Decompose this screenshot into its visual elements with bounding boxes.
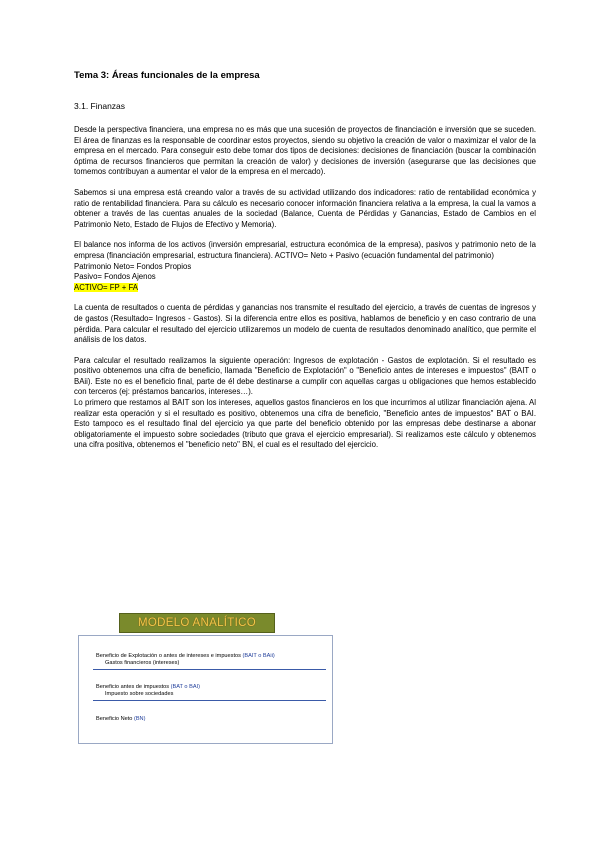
paragraph-balance: El balance nos informa de los activos (inversión empresarial, estructura económica de la empresa), pasivos y patrimonio neto de la empresa (financiación empresarial, estructura financiera). ACTIVO= Neto + Pasivo (ecuación fundamental del patrimonio)	[74, 240, 536, 260]
row-bait-code: (BAIT o BAii)	[242, 653, 275, 659]
modelo-analitico-banner	[119, 613, 275, 633]
modelo-analitico-figure	[78, 635, 333, 744]
row-bai-code: (BAT o BAI)	[170, 684, 200, 690]
balance-line-neto: Patrimonio Neto= Fondos Propios	[74, 261, 192, 271]
paragraph-intro: Desde la perspectiva financiera, una empresa no es más que una sucesión de proyectos de financiación e inversión que se suceden. El área de finanzas es la responsable de coordinar estos proyectos, siendo su objetivo la creación de valor o maximizar el valor de la empresa en el mercado. Para conseguir esto debe tomar dos tipos de decisiones: decisiones de financiación (buscar la combinación óptima de recursos financieros que permitan la creación de valor) y decisiones de inversión (asegurarse que las decisiones que tomemos contribuyan a aumentar el valor de la empresa en el mercado).	[74, 125, 536, 177]
model-divider	[93, 700, 326, 701]
model-divider	[93, 669, 326, 670]
model-row-bait	[79, 653, 332, 667]
row-impuesto: Impuesto sobre sociedades	[105, 691, 174, 697]
document-page	[74, 70, 536, 461]
row-bn-label: Beneficio Neto	[96, 716, 133, 722]
paragraph-calculo-1: Para calcular el resultado realizamos la siguiente operación: Ingresos de explotación - Gastos de explotación. Si el resultado es positivo obtenemos una cifra de beneficio, llamada "Beneficio de Explotación" o "Beneficio antes de intereses e impuestos" (BAIT o BAii). Este no es el beneficio final, parte de él debe destinarse a cumplir con aquellas cargas u obligaciones que hemos establecido con terceros (ej: préstamos bancarios, intereses…).	[74, 355, 536, 397]
banner-text: MODELO ANALÍTICO	[138, 617, 256, 629]
row-bn-code: (BN)	[133, 716, 146, 722]
model-row-bn	[79, 716, 332, 723]
row-bait-label: Beneficio de Explotación o antes de intereses e impuestos	[96, 653, 241, 659]
document-title: Tema 3: Áreas funcionales de la empresa	[74, 70, 260, 81]
model-row-bai	[79, 684, 332, 698]
paragraph-indicators: Sabemos si una empresa está creando valor a través de su actividad utilizando dos indicadores: ratio de rentabilidad económica y ratio de rentabilidad financiera. Para su cálculo es necesario conocer información financiera relativa a la empresa, la cual la vamos a obtener a través de las cuentas anuales de la sociedad (Balance, Cuenta de Pérdidas y Ganancias, Estado de Cambios en el Patrimonio Neto, Estado de Flujos de Efectivo y Memoria).	[74, 187, 536, 229]
highlighted-equation: ACTIVO= FP + FA	[74, 282, 138, 292]
paragraph-resultados: La cuenta de resultados o cuenta de pérdidas y ganancias nos transmite el resultado del ejercicio, a través de cuentas de ingresos y de gastos (Resultado= Ingresos - Gastos). Si la diferencia entre ellos es positiva, hablamos de beneficio y en caso contrario de una pérdida. Para calcular el resultado del ejercicio utilizaremos un modelo de cuenta de resultados denominado analítico, que permite el análisis de los datos.	[74, 303, 536, 345]
section-heading: 3.1. Finanzas	[74, 101, 126, 111]
row-gastos-financieros: Gastos financieros (intereses)	[105, 660, 180, 666]
balance-line-pasivo: Pasivo= Fondos Ajenos	[74, 272, 156, 282]
row-bai-label: Beneficio antes de impuestos	[96, 684, 170, 690]
paragraph-calculo-2: Lo primero que restamos al BAIT son los intereses, aquellos gastos financieros en los que incurrimos al utilizar financiación ajena. Al realizar esta operación y si el resultado es positivo, obtenemos una cifra de beneficio, "Beneficio antes de impuestos" BAT o BAI. Esto tampoco es el resultado final del ejercicio ya que parte del beneficio obtenido por las empresas debe destinarse a abonar obligatoriamente el impuesto sobre sociedades (tributo que grava el ejercicio empresarial). Si realizamos este cálculo y obtenemos una cifra positiva, obtenemos el "beneficio neto" BN, el cual es el resultado del ejercicio.	[74, 398, 536, 450]
